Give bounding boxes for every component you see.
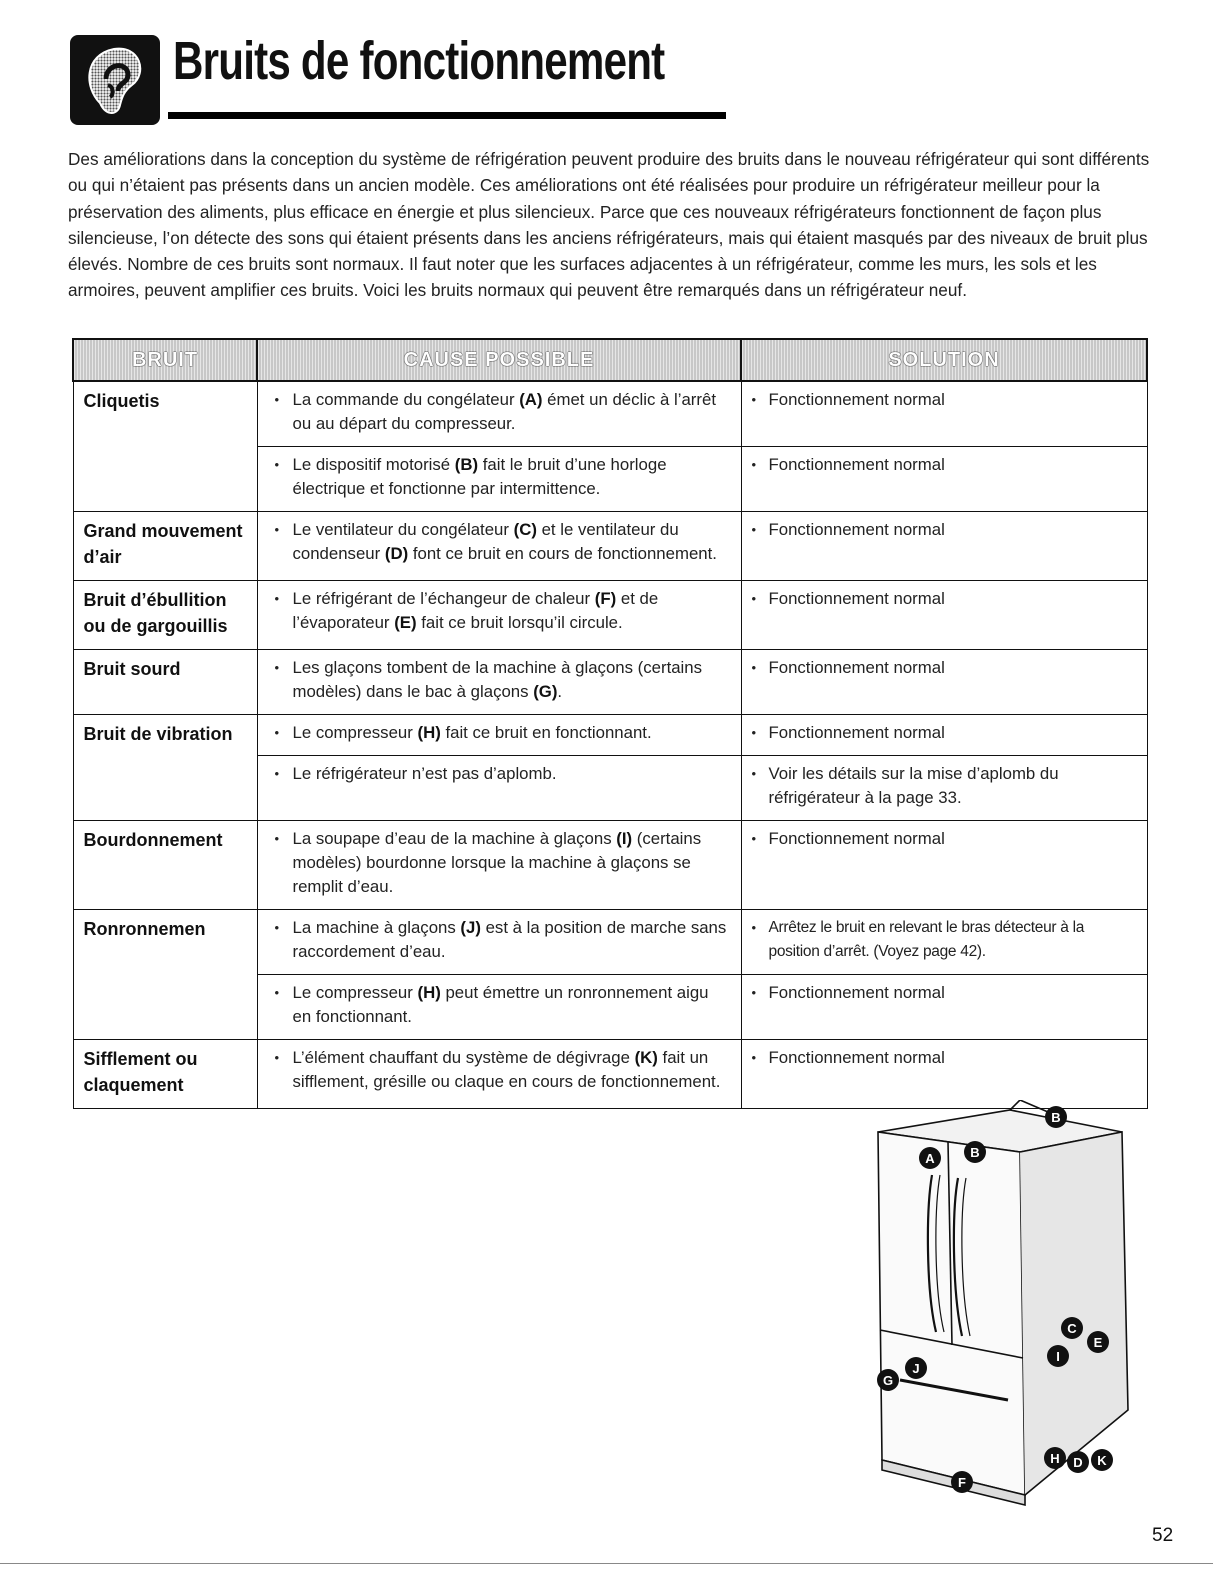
component-letter: (H) xyxy=(417,983,441,1002)
noise-name: Bruit de vibration xyxy=(73,715,257,821)
page-number: 52 xyxy=(1152,1525,1174,1546)
cause-text: fait un sifflement, grésille ou claque en cours de fonctionnement. xyxy=(292,1048,721,1091)
table-row xyxy=(73,821,1147,910)
noise-name: Grand mouvement d’air xyxy=(73,512,257,581)
callout-label-a xyxy=(919,1147,941,1169)
solution: • Arrêtez le bruit en relevant le bras détecteur à la position d’arrêt. (Voyez page 42). xyxy=(741,910,1147,975)
intro-paragraph: Des améliorations dans la conception du système de réfrigération peuvent produire des bruits dans le nouveau réfrigérateur qui sont différents ou qui n’étaient pas présents dans un ancien modèle. Ces améliorations ont été réalisées pour produire un réfrigérateur meilleur pour la préservation des aliments, plus efficace en énergie et plus silencieux. Parce que ces nouveaux réfrigérateurs fonctionnent de façon plus silencieuse, l’on détecte des sons qui étaient présents dans les anciens réfrigérateurs, mais qui étaient masqués par des niveaux de bruit plus élevés. Nombre de ces bruits sont normaux. Il faut noter que les surfaces adjacentes à un réfrigérateur, comme les murs, les sols et les armoires, peuvent amplifier ces bruits. Voici les bruits normaux qui peuvent être remarqués dans un réfrigérateur neuf. xyxy=(68,149,1150,301)
solution: • Fonctionnement normal xyxy=(741,650,1147,715)
callout-label-h xyxy=(1044,1447,1066,1469)
callout-label-i xyxy=(1047,1345,1069,1367)
cause-text: Le ventilateur du congélateur xyxy=(292,520,514,539)
svg-text:H: H xyxy=(1050,1451,1060,1466)
callout-label-b xyxy=(1045,1106,1067,1128)
cause-text: La soupape d’eau de la machine à glaçons xyxy=(292,829,617,848)
table-row xyxy=(73,910,1147,975)
cause-text: La machine à glaçons xyxy=(292,918,461,937)
page-bottom-rule xyxy=(0,1563,1213,1564)
callout-label-g xyxy=(877,1369,899,1391)
callout-label-e xyxy=(1087,1331,1109,1353)
cause-text: La commande du congélateur xyxy=(292,390,520,409)
possible-cause xyxy=(257,975,741,1040)
svg-text:K: K xyxy=(1097,1453,1107,1468)
possible-cause xyxy=(257,512,741,581)
svg-text:J: J xyxy=(912,1361,920,1376)
ear-icon xyxy=(70,35,160,125)
header-solution: SOLUTION xyxy=(741,339,1147,381)
solution: • Fonctionnement normal xyxy=(741,581,1147,650)
cause-text: font ce bruit en cours de fonctionnement. xyxy=(408,544,717,563)
cause-text: (certains modèles) bourdonne lorsque la machine à glaçons se remplit d’eau. xyxy=(292,829,702,896)
cause-text: Le compresseur xyxy=(292,983,418,1002)
table-row xyxy=(73,381,1147,447)
table-row xyxy=(73,650,1147,715)
callout-label-c xyxy=(1061,1317,1083,1339)
cause-text: Le compresseur xyxy=(292,723,418,742)
component-letter: (J) xyxy=(460,918,481,937)
component-letter: (H) xyxy=(417,723,441,742)
cause-text: fait ce bruit en fonctionnant. xyxy=(440,723,652,742)
noise-name: Bruit d’ébullition ou de gargouillis xyxy=(73,581,257,650)
header-bruit: BRUIT xyxy=(73,339,257,381)
svg-text:I: I xyxy=(1056,1349,1060,1364)
title-underline xyxy=(168,112,726,119)
solution: • Fonctionnement normal xyxy=(741,821,1147,910)
noise-name: Sifflement ou claquement xyxy=(73,1040,257,1109)
possible-cause xyxy=(257,581,741,650)
table-row xyxy=(73,512,1147,581)
svg-text:E: E xyxy=(1093,1335,1103,1350)
noise-table xyxy=(72,338,1148,1109)
table-body xyxy=(73,381,1147,1109)
refrigerator-diagram xyxy=(860,1100,1130,1520)
callout-label-k xyxy=(1091,1449,1113,1471)
cause-text: fait le bruit d’une horloge électrique et fonctionne par intermittence. xyxy=(292,455,667,498)
cause-text: . xyxy=(557,682,563,701)
cause-text: peut émettre un ronronnement aigu en fonctionnant. xyxy=(292,983,709,1026)
table-row xyxy=(73,715,1147,756)
cause-text: Le réfrigérant de l’échangeur de chaleur xyxy=(292,589,595,608)
possible-cause xyxy=(257,650,741,715)
callout-label-j xyxy=(905,1357,927,1379)
svg-text:C: C xyxy=(1067,1321,1077,1336)
component-letter: (I) xyxy=(616,829,633,848)
component-letter: (C) xyxy=(513,520,537,539)
component-letter: (B) xyxy=(454,455,479,474)
solution: • Fonctionnement normal xyxy=(741,1040,1147,1109)
possible-cause xyxy=(257,381,741,447)
solution: • Fonctionnement normal xyxy=(741,975,1147,1040)
cause-text: Le réfrigérateur n’est pas d’aplomb. xyxy=(292,764,557,783)
noise-name: Bourdonnement xyxy=(73,821,257,910)
cause-text: Le dispositif motorisé xyxy=(292,455,455,474)
possible-cause xyxy=(257,756,741,821)
table-row xyxy=(73,1040,1147,1109)
possible-cause xyxy=(257,447,741,512)
svg-text:G: G xyxy=(882,1373,894,1388)
cause-text: et de l’évaporateur xyxy=(292,589,659,632)
solution: • Fonctionnement normal xyxy=(741,381,1147,447)
callout-label-f xyxy=(951,1471,973,1493)
svg-text:B: B xyxy=(970,1145,980,1160)
solution: • Voir les détails sur la mise d’aplomb du réfrigérateur à la page 33. xyxy=(741,756,1147,821)
component-letter: (E) xyxy=(394,613,417,632)
callout-label-b xyxy=(964,1141,986,1163)
component-letter: (F) xyxy=(594,589,617,608)
table-row xyxy=(73,581,1147,650)
component-letter: (K) xyxy=(634,1048,658,1067)
svg-text:A: A xyxy=(925,1151,935,1166)
cause-text: est à la position de marche sans raccordement d’eau. xyxy=(292,918,727,961)
solution: • Fonctionnement normal xyxy=(741,715,1147,756)
component-letter: (D) xyxy=(384,544,409,563)
svg-text:F: F xyxy=(958,1475,966,1490)
cause-text: émet un déclic à l’arrêt ou au départ du compresseur. xyxy=(292,390,716,433)
table-header-row xyxy=(73,339,1147,381)
header-cause: CAUSE POSSIBLE xyxy=(257,339,741,381)
svg-text:B: B xyxy=(1051,1110,1061,1125)
callout-label-d xyxy=(1067,1451,1089,1473)
possible-cause xyxy=(257,1040,741,1109)
component-letter: (A) xyxy=(519,390,543,409)
possible-cause xyxy=(257,910,741,975)
page-title: Bruits de fonctionnement xyxy=(173,31,665,91)
svg-text:D: D xyxy=(1073,1455,1083,1470)
noise-name: Cliquetis xyxy=(73,381,257,512)
noise-name: Ronronnemen xyxy=(73,910,257,1040)
cause-text: L’élément chauffant du système de dégivrage xyxy=(292,1048,635,1067)
cause-text: et le ventilateur du condenseur xyxy=(292,520,679,563)
possible-cause xyxy=(257,821,741,910)
solution: • Fonctionnement normal xyxy=(741,512,1147,581)
component-letter: (G) xyxy=(533,682,558,701)
cause-text: fait ce bruit lorsqu’il circule. xyxy=(416,613,623,632)
solution: • Fonctionnement normal xyxy=(741,447,1147,512)
possible-cause xyxy=(257,715,741,756)
noise-name: Bruit sourd xyxy=(73,650,257,715)
cause-text: Les glaçons tombent de la machine à glaçons (certains modèles) dans le bac à glaçons xyxy=(292,658,703,701)
